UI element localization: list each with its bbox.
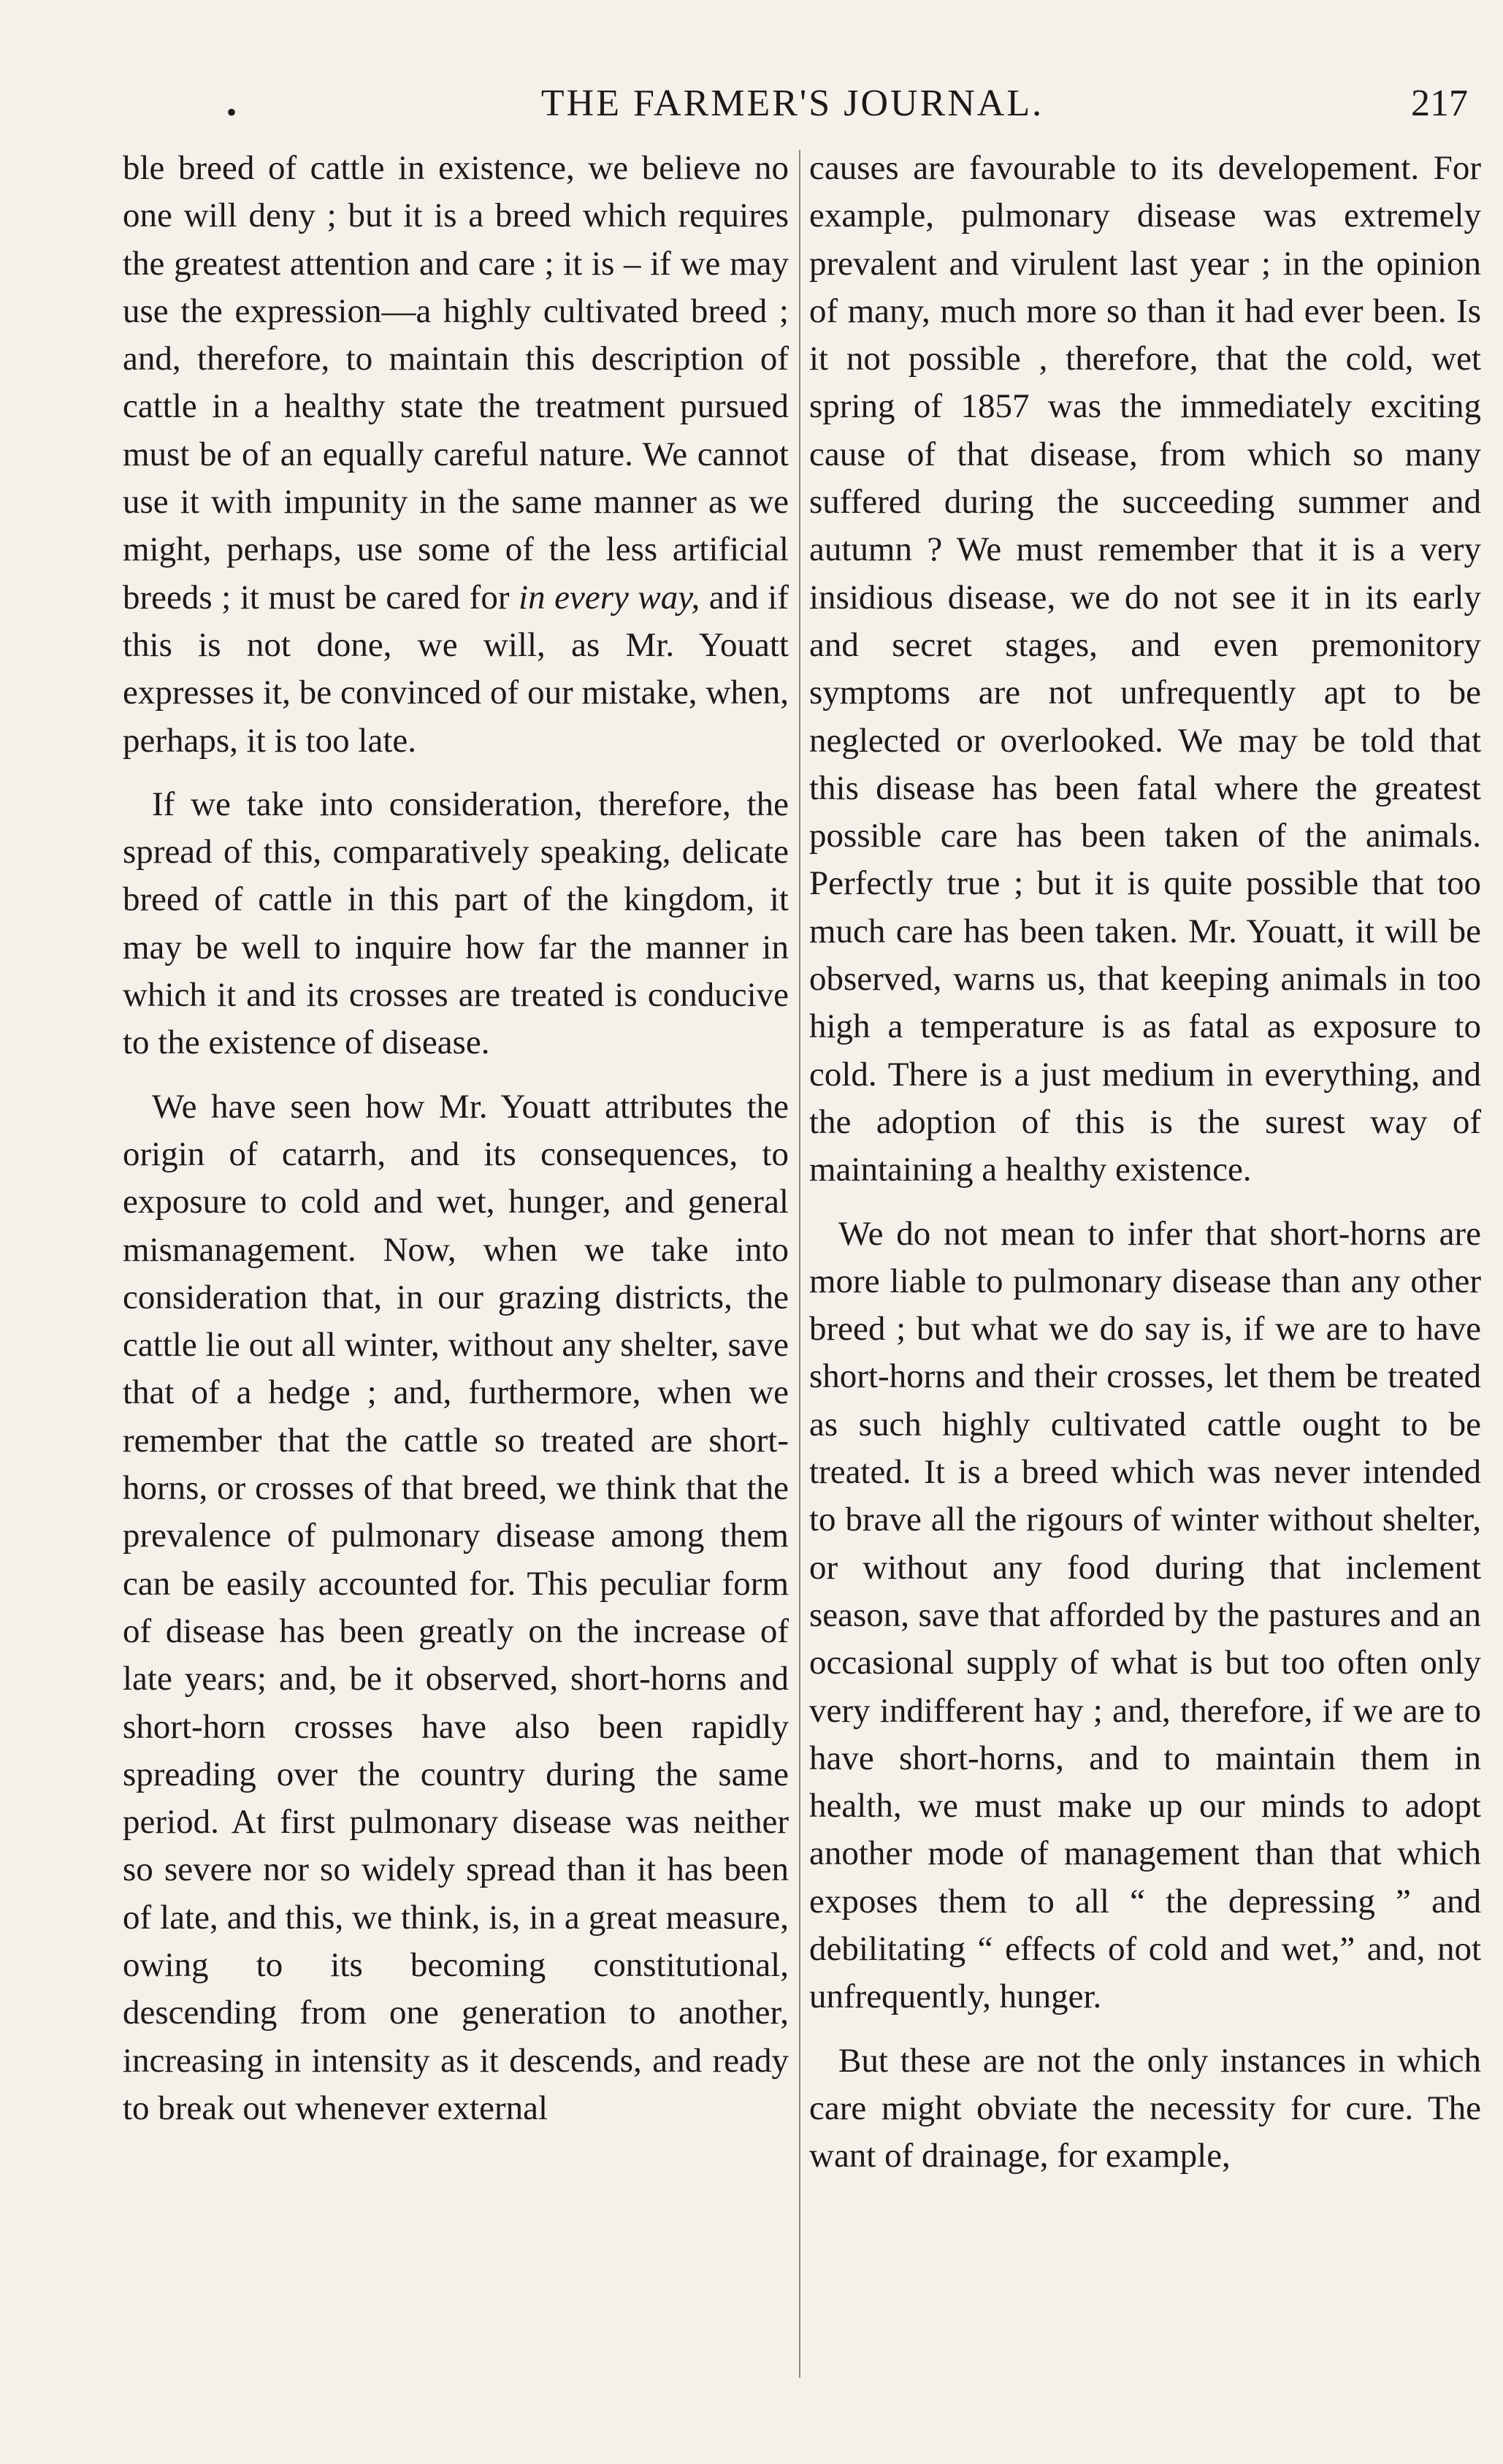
right-paragraph-3: But these are not the only instances in which care might obviate the necessity for cure. The want of drainage, for example, (809, 2041, 1481, 2175)
header-mark: • (226, 96, 237, 129)
right-paragraph-2: We do not mean to infer that short-horns are more liable to pulmonary disease than any other breed ; but what we do say is, if we are to have short-horns and their crosses, let them be treated as such highly cultivated cattle ought to be treated. It is a breed which was never intended to brave all the rigours of winter without shelter, or without any food during that inclement season, save that afforded by the pastures and an occasional supply of what is but too often only very indifferent hay ; and, therefore, if we are to have short-horns, and to maintain them in health, we must make up our minds to adopt another mode of management than that which exposes them to all “ the depressing ” and debilitating “ effects of cold and wet,” and, not unfrequently, hunger. (809, 1214, 1481, 2016)
column-divider (799, 150, 800, 2378)
left-paragraph-1 (123, 145, 789, 765)
right-column (809, 145, 1481, 2180)
running-head (117, 82, 1468, 133)
left-paragraph-1-emphasis: in every way, (519, 578, 700, 617)
page-number: 217 (1411, 83, 1468, 124)
journal-title: THE FARMER'S JOURNAL. (540, 83, 1044, 124)
left-paragraph-2: If we take into consideration, therefore, the spread of this, comparatively speaking, delicate breed of cattle in this part of the kingdom, it may be well to inquire how far the manner in which it and its crosses are treated is conducive to the existence of disease. (123, 785, 789, 1062)
left-paragraph-1-text-b: and if this is not done, we will, as Mr. Youatt expresses it, be convinced of our mistake, when, perhaps, it is too late. (123, 578, 789, 760)
left-paragraph-3: We have seen how Mr. Youatt attributes the origin of catarrh, and its consequences, to exposure to cold and wet, hunger, and general mismanagement. Now, when we take into consideration that, in our grazing districts, the cattle lie out all winter, without any shelter, save that of a hedge ; and, furthermore, when we remember that the cattle so treated are short-horns, or crosses of that breed, we think that the prevalence of pulmonary disease among them can be easily accounted for. This peculiar form of disease has been greatly on the increase of late years; and, be it observed, short-horns and short-horn crosses have also been rapidly spreading over the country during the same period. At first pulmonary disease was neither so severe nor so widely spread than it has been of late, and this, we think, is, in a great measure, owing to its becoming constitutional, descending from one generation to another, increasing in intensity as it descends, and ready to break out whenever external (123, 1087, 789, 2127)
left-paragraph-1-text-a: ble breed of cattle in existence, we believe no one will deny ; but it is a breed which requires the greatest attention and care ; it is – if we may use the expression—a highly cultivated breed ; and, therefore, to maintain this description of cattle in a healthy state the treatment pursued must be of an equally careful nature. We cannot use it with impunity in the same manner as we might, perhaps, use some of the less artificial breeds ; it must be cared for (123, 149, 789, 617)
left-column (123, 145, 789, 2132)
right-paragraph-1: causes are favourable to its developement. For example, pulmonary disease was extremely prevalent and virulent last year ; in the opinion of many, much more so than it had ever been. Is it not possible , therefore, that the cold, wet spring of 1857 was the immediately exciting cause of that disease, from which so many suffered during the succeeding summer and autumn ? We must remember that it is a very insidious disease, we do not see it in its early and secret stages, and even premonitory symptoms are not unfrequently apt to be neglected or overlooked. We may be told that this disease has been fatal where the greatest possible care has been taken of the animals. Perfectly true ; but it is quite possible that too much care has been taken. Mr. Youatt, it will be observed, warns us, that keeping animals in too high a temperature is as fatal as exposure to cold. There is a just medium in everything, and the adoption of this is the surest way of maintaining a healthy existence. (809, 149, 1481, 1189)
